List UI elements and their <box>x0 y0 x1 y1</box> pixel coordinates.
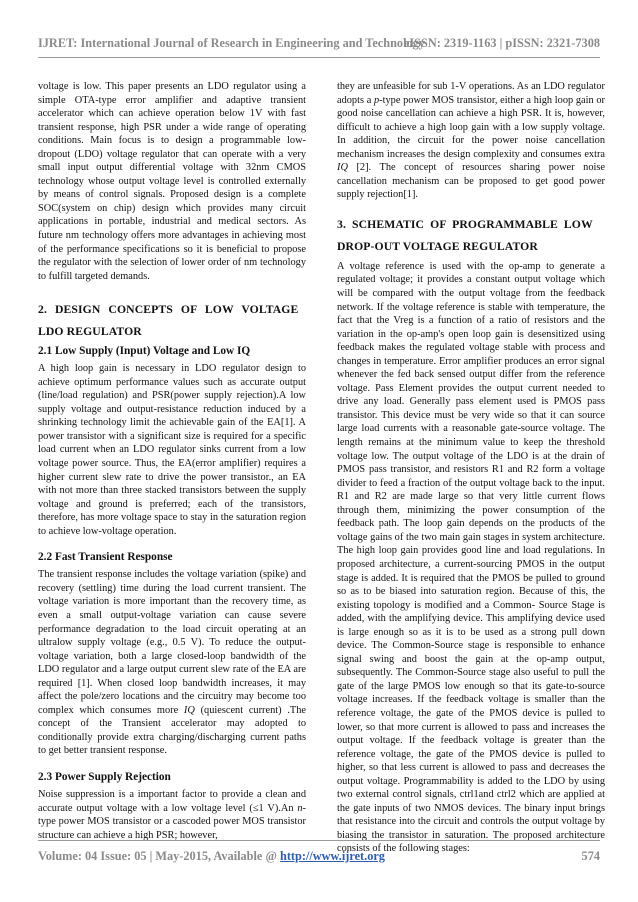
footer-volume: Volume: 04 Issue: 05 | May-2015, Available @ http://www.ijret.org <box>38 849 385 863</box>
subsection-2-3-heading: 2.3 Power Supply Rejection <box>38 770 171 783</box>
section-2-heading <box>38 299 306 343</box>
section-2-heading-line2: LDO REGULATOR <box>38 325 142 339</box>
section-3-paragraph: A voltage reference is used with the op-amp to generate a regulated voltage; it provides a constant output voltage which will be compared with the output voltage from the feedback network. If the voltage reference is stable with temperature, the fact that the Vreg is a function of a ratio of resistors and the variation in the op-amp's open loop gain is desensitized using feedback makes the regulated voltage stable with process and changes in temperature. Error amplifier produces an error signal whenever the fed back sensed output differ from the reference voltage. Pass Element provides the output current needed to drive any load. Generally pass element used is PMOS pass transistor. This device must be very wide so that it can source large load currents with a reasonable gate-source voltage. The length remains at the minimum value to keep the threshold voltage low. The output voltage of the LDO is at the drain of PMOS pass transistor, and resistors R1 and R2 form a voltage divider to feed a fraction of the output voltage back to the input. R1 and R2 are made large so that very little current flows through them, minimizing the power consumption of the feedback path. The loop gain depends on the products of the voltage gains of the two main gain stages in system architecture. The high loop gain provides good line and load regulations. In proposed architecture, a current-sourcing PMOS in the output stage is added. It is required that the PMOS be pulled to ground so as to be biased into saturation region. Because of this, the existing topology is modified and a Common- Source Stage is added, with the amplifying device. This amplifying device used is large enough so as it is to be used as a strong pull down device. The Common-Source stage is responsible to enhance signal swing and boost the gain at the op-amp output, subsequently. The Common-Source stage also useful to pull the gate of the large PMOS low enough so that its gate-to-source voltage increases. If the feedback voltage is smaller than the reference voltage, the gate of the PMOS device is pulled to lower, so that more current is allowed to pass and increases the output voltage. If the feedback voltage is greater than the reference voltage, the gate of the PMOS device is pulled to higher, so that less current is allowed to pass and decreases the output voltage. Programmability is added to the LDO by using two external control signals, ctrl1and ctrl2 which are applied at the gate inputs of two NMOS devices. The binary input brings that resistance into the circuit and controls the output voltage by biasing the transistor in saturation. The proposed architecture consists of the following stages: <box>337 260 605 855</box>
left-column <box>38 80 306 842</box>
header-divider <box>38 57 600 58</box>
subsection-2-1-heading: 2.1 Low Supply (Input) Voltage and Low IQ <box>38 345 251 358</box>
journal-link[interactable]: http://www.ijret.org <box>279 849 385 863</box>
page-header <box>38 36 600 56</box>
section-3-heading-line2: DROP-OUT VOLTAGE REGULATOR <box>337 239 538 253</box>
footer-divider <box>38 840 600 841</box>
subsection-2-2-paragraph: The transient response includes the voltage variation (spike) and recovery (settling) time during the load current transient. The voltage variation is more important than the recovery time, as even a small output-voltage variation can cause severe performance degradation to the load circuit operating at an ultralow supply voltage (e.g., 0.5 V). To reduce the output-voltage variation, both a large closed-loop bandwidth of the LDO regulator and a large output current slew rate of the EA are required [1]. When closed loop bandwidth increases, it may affect the pole/zero locations and the circuitry may become too complex which consumes more IQ (quiescent current) .The concept of the Transient accelerator may adopted to conditionally provide extra charging/discharging current paths to get better transient response. <box>38 569 306 757</box>
subsection-2-1-paragraph: A high loop gain is necessary in LDO regulator design to achieve optimum performance values such as accurate output (line/load regulation) and PSR(power supply rejection).A low supply voltage and output-resistance reduction induced by a shrinking technology limit the achievable gain of the EA[1]. A power transistor with a significant size is required for a specific load current when an LDO regulator sinks current from a low voltage power source. Thus, the EA(error amplifier) requires a higher current slew rate to drive the power transistor., an EA with not more than three stacked transistors between the supply voltage and ground is preferred; each of the transistors, therefore, has more voltage space to stay in the saturation region to achieve low-voltage operation. <box>38 363 306 537</box>
journal-title: IJRET: International Journal of Research in Engineering and Technology <box>38 36 425 50</box>
intro-paragraph: voltage is low. This paper presents an LDO regulator using a simple OTA-type error amplifier and adaptive transient accelerator which can achieve operation below 1V with fast transient response, high PSR under a wide range of operating conditions. Main focus is to design a programmable low-dropout (LDO) voltage regulator that can operate with a very small input output differential voltage with 32nm CMOS technology whose output voltage level is controlled externally by means of control signals. Proposed design is a complete SOC(system on chip) design which provides many circuit applications in portable, industrial and medical sectors. As future nm technology offers more advantages in achieving most of the performance specifications so it is beneficial to propose the regulator with the selection of lower order of nm technology to fulfill targeted demands. <box>38 81 306 282</box>
page-footer <box>38 849 600 867</box>
section-3-heading <box>337 214 605 258</box>
right-column <box>337 80 605 856</box>
subsection-2-2-heading: 2.2 Fast Transient Response <box>38 551 173 564</box>
section-3-heading-line1: 3. SCHEMATIC OF PROGRAMMABLE LOW <box>337 217 593 231</box>
continued-paragraph: they are unfeasible for sub 1-V operations. As an LDO regulator adopts a p-type power MOS transistor, either a high loop gain or good noise cancellation can achieve a high PSR. It is, however, difficult to achieve a high loop gain with a low supply voltage. In addition, the circuit for the power noise cancellation mechanism increases the design complexity and consumes extra IQ [2]. The concept of resources sharing power noise cancellation mechanism can be proposed to get good power supply rejection[1]. <box>337 81 605 201</box>
page-number: 574 <box>581 849 600 863</box>
issn-text: eISSN: 2319-1163 | pISSN: 2321-7308 <box>403 36 600 50</box>
subsection-2-3-paragraph: Noise suppression is a important factor to provide a clean and accurate output voltage with a low voltage level (≤1 V).An n-type power MOS transistor or a cascoded power MOS transistor structure can achieve a high PSR; however, <box>38 788 306 841</box>
section-2-heading-line1: 2. DESIGN CONCEPTS OF LOW VOLTAGE <box>38 303 299 317</box>
